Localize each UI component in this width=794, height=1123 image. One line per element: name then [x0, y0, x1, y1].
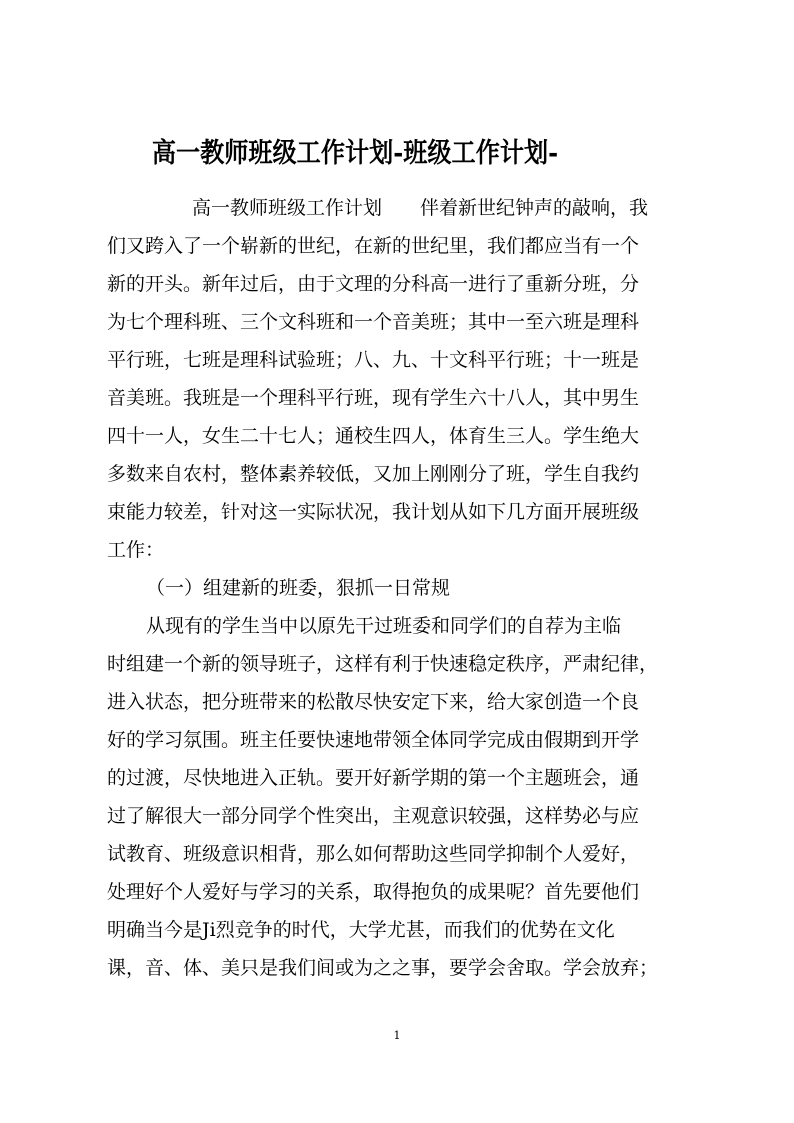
page-number: 1 — [393, 1029, 401, 1042]
paragraph-line: 进入状态，把分班带来的松散尽快安定下来，给大家创造一个良 — [107, 691, 640, 713]
section-heading: （一）组建新的班委，狠抓一日常规 — [146, 577, 451, 599]
paragraph-line: 平行班，七班是理科试验班；八、九、十文科平行班；十一班是 — [107, 349, 640, 371]
paragraph-line: 的过渡，尽快地进入正轨。要开好新学期的第一个主题班会，通 — [107, 767, 640, 789]
paragraph-line: 好的学习氛围。班主任要快速地带领全体同学完成由假期到开学 — [107, 729, 640, 751]
paragraph-line: 新的开头。新年过后，由于文理的分科高一进行了重新分班，分 — [107, 273, 640, 295]
paragraph-line: 多数来自农村，整体素养较低，又加上刚刚分了班，学生自我约 — [107, 463, 640, 485]
paragraph-line: 四十一人，女生二十七人；通校生四人，体育生三人。学生绝大 — [107, 425, 640, 447]
paragraph-line: 音美班。我班是一个理科平行班，现有学生六十八人，其中男生 — [107, 387, 640, 409]
paragraph-line: 们又跨入了一个崭新的世纪，在新的世纪里，我们都应当有一个 — [107, 235, 640, 257]
paragraph-line: 从现有的学生当中以原先干过班委和同学们的自荐为主临 — [146, 615, 622, 637]
paragraph-line: 为七个理科班、三个文科班和一个音美班；其中一至六班是理科 — [107, 311, 640, 333]
paragraph-line: 明确当今是Ji烈竞争的时代，大学尤甚，而我们的优势在文化 — [107, 919, 615, 941]
paragraph-line: 时组建一个新的领导班子，这样有利于快速稳定秩序，严肃纪律， — [107, 653, 659, 675]
paragraph-line: 试教育、班级意识相背，那么如何帮助这些同学抑制个人爱好， — [107, 843, 640, 865]
paragraph-line: 过了解很大一部分同学个性突出，主观意识较强，这样势必与应 — [107, 805, 640, 827]
paragraph-line: 课，音、体、美只是我们间或为之之事，要学会舍取。学会放弃； — [107, 957, 659, 979]
paragraph-line: 工作： — [107, 539, 165, 561]
document-title: 高一教师班级工作计划-班级工作计划- — [151, 138, 559, 169]
paragraph-line: 束能力较差，针对这一实际状况，我计划从如下几方面开展班级 — [107, 501, 640, 523]
paragraph-line: 高一教师班级工作计划 伴着新世纪钟声的敲响，我 — [192, 197, 649, 219]
paragraph-line: 处理好个人爱好与学习的关系，取得抱负的成果呢？首先要他们 — [107, 881, 640, 903]
